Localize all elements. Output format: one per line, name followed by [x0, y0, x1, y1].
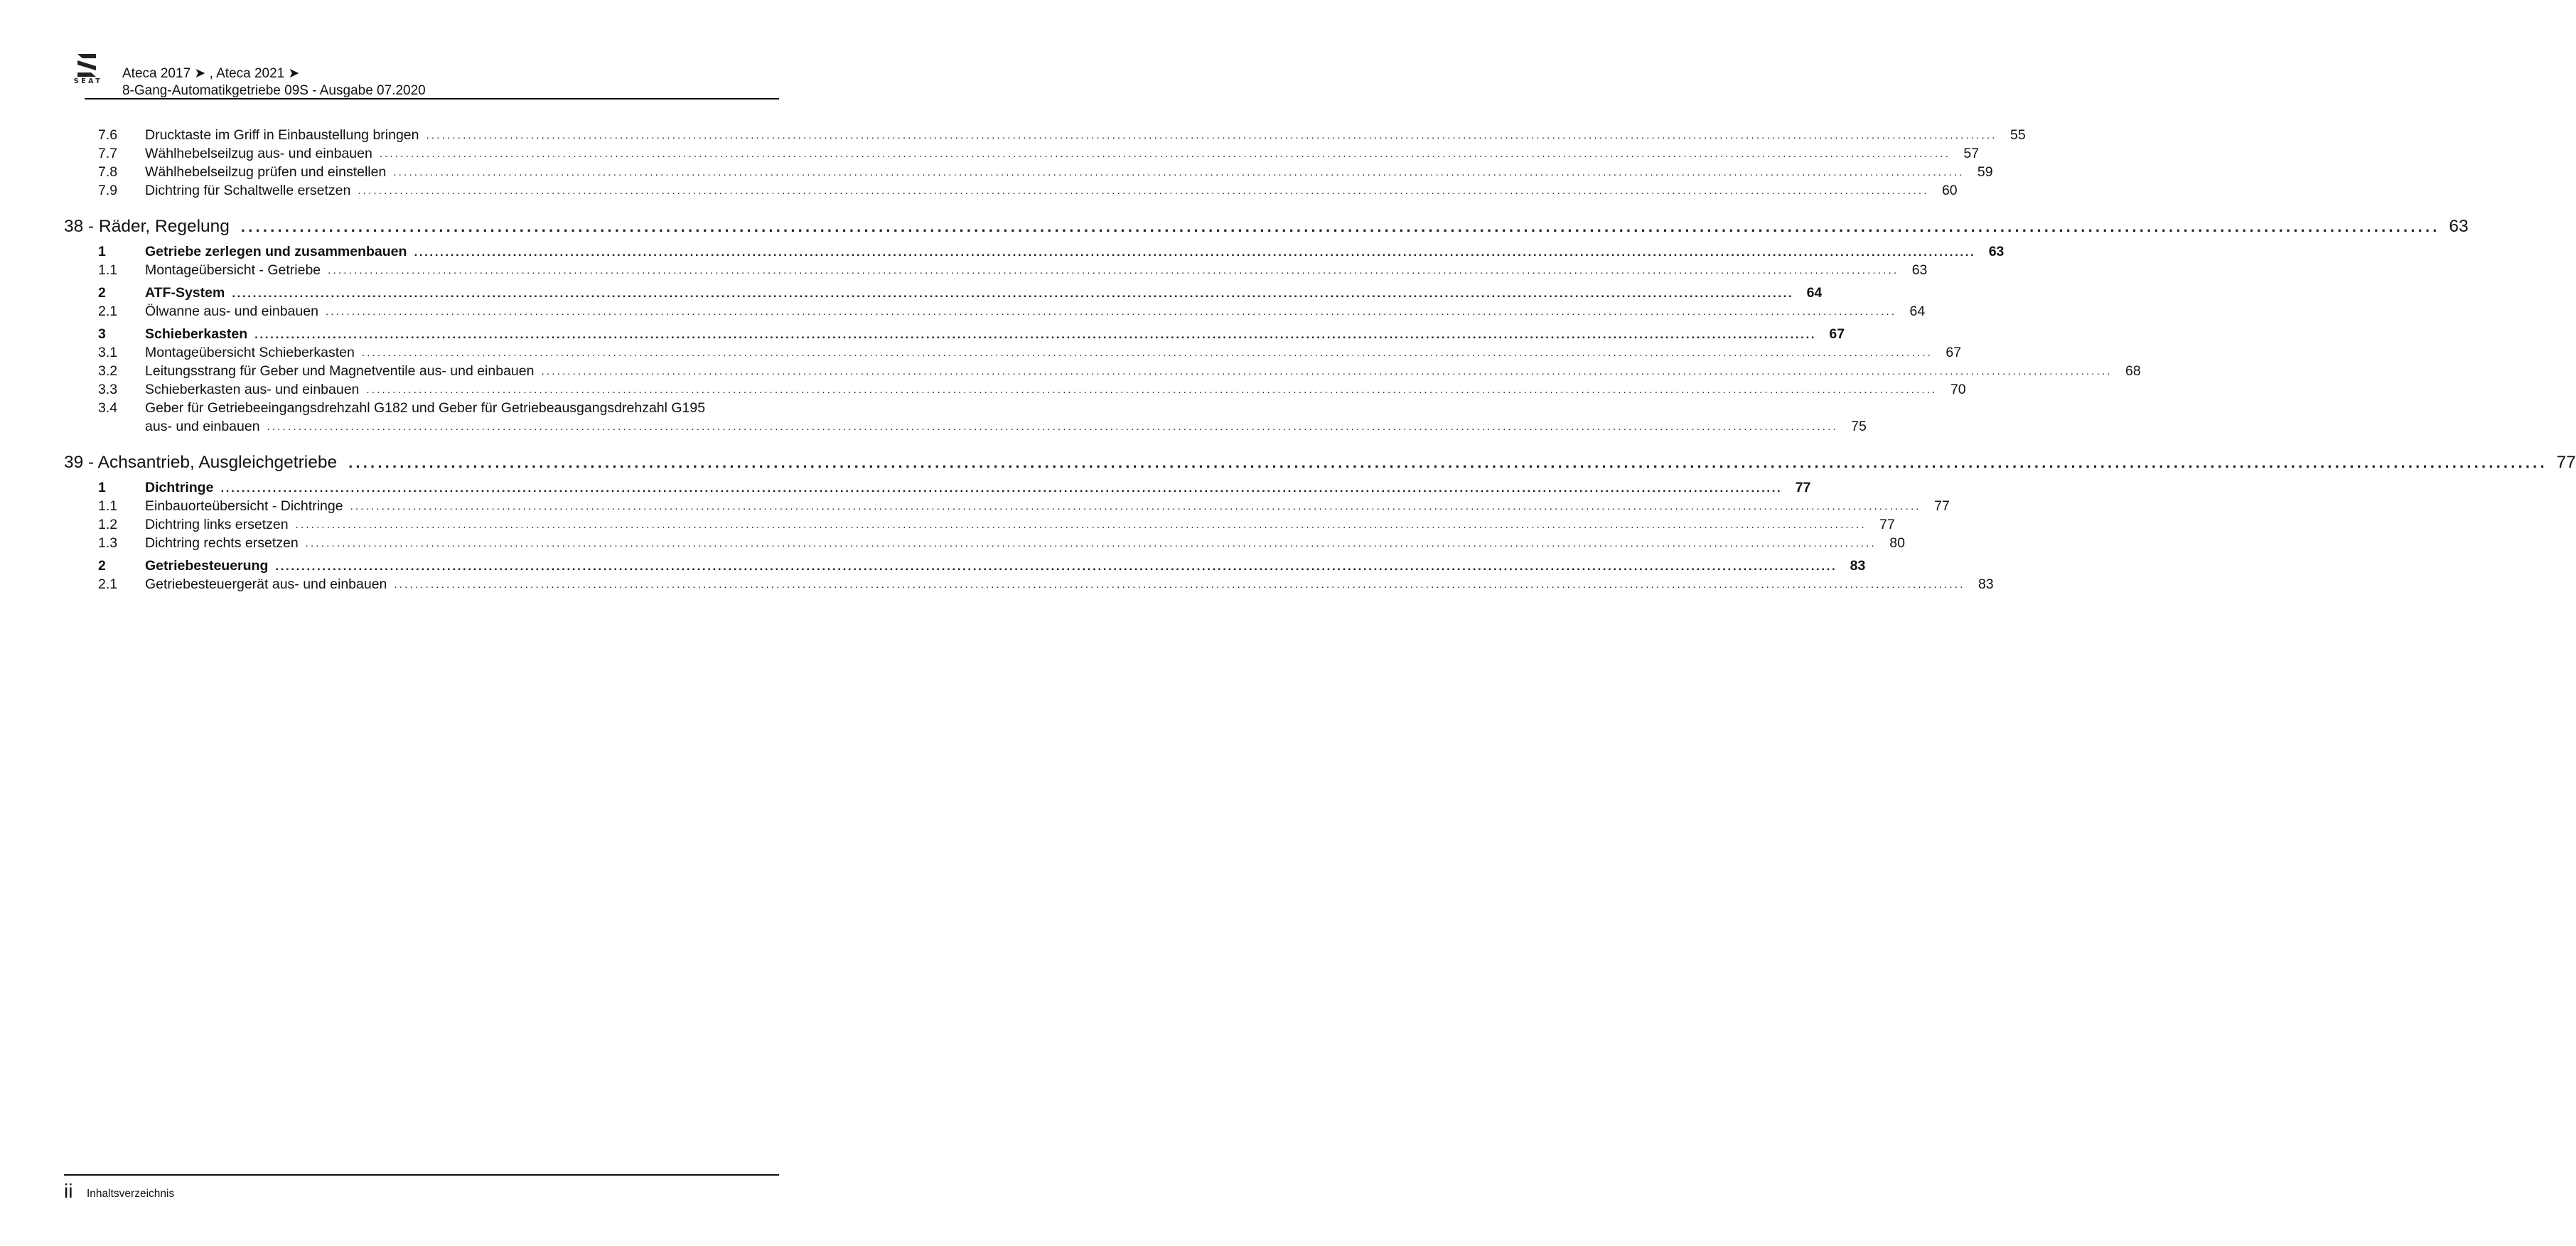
- toc-leader-dots: ............................................................................................................................................................................................................................................................................................................: [295, 519, 1867, 531]
- footer-divider: [64, 1174, 779, 1176]
- toc-entry[interactable]: [64, 343, 1962, 361]
- toc-entry-title: Einbauorteübersicht - Dichtringe: [145, 498, 343, 514]
- toc-entry-number: 2.1: [98, 576, 118, 592]
- toc-section-title: ATF-System: [145, 285, 225, 301]
- toc-section[interactable]: [64, 324, 1845, 343]
- toc-section-title: Getriebe zerlegen und zusammenbauen: [145, 244, 407, 259]
- toc-section-page: 83: [1850, 558, 1866, 574]
- toc-entry-number: 7.8: [98, 164, 118, 180]
- table-of-contents: [64, 125, 2576, 593]
- toc-entry-number: 1.1: [98, 262, 118, 278]
- toc-section-number: 3: [98, 326, 106, 342]
- toc-leader-dots: ............................................................................................................................................................................................................................................................................................................: [414, 245, 1976, 259]
- toc-entry-page: 77: [1879, 517, 1895, 532]
- toc-entry-title: aus- und einbauen: [145, 419, 260, 434]
- toc-leader-dots: ............................................................................................................................................................................................................................................................................................................: [393, 166, 1965, 178]
- toc-entry-title: Drucktaste im Griff in Einbaustellung bringen: [145, 127, 419, 143]
- toc-entry-number: 1.2: [98, 517, 118, 532]
- toc-section-page: 64: [1806, 285, 1823, 301]
- page-header: [64, 51, 779, 101]
- toc-entry-title: Ölwanne aus- und einbauen: [145, 304, 318, 319]
- toc-entry-page: 57: [1963, 146, 1980, 161]
- seat-logo: [68, 51, 105, 87]
- toc-entry-title: Getriebesteuergerät aus- und einbauen: [145, 576, 387, 592]
- toc-section-title: Dichtringe: [145, 480, 214, 495]
- toc-entry[interactable]: [64, 301, 1926, 320]
- toc-section[interactable]: [64, 556, 1866, 574]
- toc-leader-dots: ............................................................................................................................................................................................................................................................................................................: [232, 286, 1794, 300]
- toc-entry-title: Wählhebelseilzug aus- und einbauen: [145, 146, 372, 161]
- toc-entry-number: 7.7: [98, 146, 118, 161]
- seat-logo-icon: [75, 53, 98, 78]
- footer-label: Inhaltsverzeichnis: [87, 1188, 175, 1200]
- toc-leader-dots: ............................................................................................................................................................................................................................................................................................................: [366, 384, 1938, 396]
- seat-logo-wordmark: SEAT: [73, 77, 103, 85]
- toc-entry-title: Montageübersicht - Getriebe: [145, 262, 321, 278]
- toc-entry[interactable]: [64, 144, 1980, 162]
- toc-section-page: 67: [1829, 326, 1845, 342]
- toc-entry-page: 83: [1977, 576, 1994, 592]
- toc-entry[interactable]: [64, 380, 1966, 398]
- toc-entry-title: Dichtring links ersetzen: [145, 517, 289, 532]
- toc-entry-title: Dichtring rechts ersetzen: [145, 535, 299, 551]
- toc-entry-title: Leitungsstrang für Geber und Magnetventile aus- und einbauen: [145, 363, 535, 379]
- toc-leader-dots: ............................................................................................................................................................................................................................................................................................................: [328, 264, 1899, 276]
- toc-chapter-title: 38 - Räder, Regelung: [64, 217, 230, 236]
- toc-entry-number: 7.6: [98, 127, 118, 143]
- toc-entry[interactable]: [64, 125, 2026, 144]
- toc-entry-page: 55: [2010, 127, 2026, 143]
- toc-chapter-page: 77: [2556, 453, 2576, 472]
- toc-section[interactable]: [64, 283, 1823, 301]
- toc-entry-number: 2.1: [98, 304, 118, 319]
- toc-chapter-39[interactable]: [64, 449, 2576, 473]
- header-models: Ateca 2017 ➤ , Ateca 2021 ➤: [122, 66, 300, 81]
- toc-leader-dots: ............................................................................................................................................................................................................................................................................................................: [350, 500, 1921, 512]
- toc-entry-number: 7.9: [98, 183, 118, 198]
- toc-section[interactable]: [64, 242, 2005, 260]
- toc-entry-page: 63: [1911, 262, 1928, 278]
- toc-chapter-title: 39 - Achsantrieb, Ausgleichgetriebe: [64, 453, 338, 472]
- toc-entry-number: 3.3: [98, 382, 118, 397]
- toc-entry[interactable]: [64, 515, 1895, 533]
- toc-entry-page: 70: [1950, 382, 1966, 397]
- toc-leader-dots: ............................................................................................................................................................................................................................................................................................................: [220, 481, 1783, 495]
- toc-entry-page: 67: [1946, 345, 1962, 360]
- toc-entry-title: Dichtring für Schaltwelle ersetzen: [145, 183, 351, 198]
- toc-section-page: 63: [1988, 244, 2005, 259]
- toc-leader-dots: ............................................................................................................................................................................................................................................................................................................: [426, 129, 1997, 141]
- toc-entry-page: 77: [1934, 498, 1950, 514]
- header-title: 8-Gang-Automatikgetriebe 09S - Ausgabe 07.2020: [122, 83, 426, 98]
- toc-entry-continuation[interactable]: [64, 417, 1867, 435]
- toc-entry[interactable]: [64, 162, 1993, 181]
- toc-entry-page: 60: [1941, 183, 1958, 198]
- toc-leader-dots: ............................................................................................................................................................................................................................................................................................................: [305, 537, 1877, 549]
- toc-entry[interactable]: [64, 574, 1994, 593]
- toc-entry[interactable]: [64, 260, 1928, 279]
- toc-leader-dots: ............................................................................................................................................................................................................................................................................................................: [240, 217, 2440, 235]
- footer-page-number: ii: [64, 1180, 73, 1202]
- toc-leader-dots: ............................................................................................................................................................................................................................................................................................................: [325, 306, 1897, 318]
- toc-chapter-page: 63: [2449, 217, 2469, 236]
- toc-leader-dots: ............................................................................................................................................................................................................................................................................................................: [361, 347, 1933, 359]
- toc-leader-dots: ............................................................................................................................................................................................................................................................................................................: [254, 328, 1817, 341]
- toc-entry-title: Schieberkasten aus- und einbauen: [145, 382, 360, 397]
- toc-entry-page: 80: [1889, 535, 1905, 551]
- toc-entry-title: Montageübersicht Schieberkasten: [145, 345, 355, 360]
- toc-entry-page: 68: [2125, 363, 2141, 379]
- toc-entry-number: 3.4: [98, 400, 118, 416]
- toc-chapter-38[interactable]: [64, 213, 2469, 237]
- toc-entry[interactable]: [64, 496, 1950, 515]
- toc-leader-dots: ............................................................................................................................................................................................................................................................................................................: [348, 453, 2548, 471]
- toc-entry[interactable]: [64, 181, 1958, 199]
- toc-leader-dots: ............................................................................................................................................................................................................................................................................................................: [267, 421, 1838, 433]
- toc-entry-title: Wählhebelseilzug prüfen und einstellen: [145, 164, 387, 180]
- toc-entry-number: 3.1: [98, 345, 118, 360]
- header-divider: [85, 98, 779, 100]
- toc-section-number: 2: [98, 285, 106, 301]
- toc-section-number: 2: [98, 558, 106, 574]
- toc-leader-dots: ............................................................................................................................................................................................................................................................................................................: [541, 365, 2113, 377]
- toc-section-title: Schieberkasten: [145, 326, 248, 342]
- toc-leader-dots: ............................................................................................................................................................................................................................................................................................................: [275, 559, 1837, 573]
- toc-entry[interactable]: [64, 361, 2141, 380]
- toc-leader-dots: ............................................................................................................................................................................................................................................................................................................: [379, 148, 1951, 160]
- toc-section-page: 77: [1795, 480, 1811, 495]
- toc-entry-number: 1.1: [98, 498, 118, 514]
- toc-entry-number: 3.2: [98, 363, 118, 379]
- toc-section[interactable]: [64, 478, 1811, 496]
- toc-section-number: 1: [98, 244, 106, 259]
- toc-entry-page: 75: [1851, 419, 1867, 434]
- toc-entry-page: 59: [1977, 164, 1993, 180]
- toc-section-title: Getriebesteuerung: [145, 558, 269, 574]
- toc-section-number: 1: [98, 480, 106, 495]
- toc-entry[interactable]: [64, 398, 779, 417]
- toc-entry-title: Geber für Getriebeeingangsdrehzahl G182 und Geber für Getriebeausgangsdrehzahl G195: [145, 400, 706, 416]
- toc-leader-dots: ............................................................................................................................................................................................................................................................................................................: [394, 579, 1965, 591]
- toc-entry-page: 64: [1909, 304, 1926, 319]
- toc-entry[interactable]: [64, 533, 1905, 552]
- toc-entry-number: 1.3: [98, 535, 118, 551]
- toc-leader-dots: ............................................................................................................................................................................................................................................................................................................: [358, 185, 1929, 197]
